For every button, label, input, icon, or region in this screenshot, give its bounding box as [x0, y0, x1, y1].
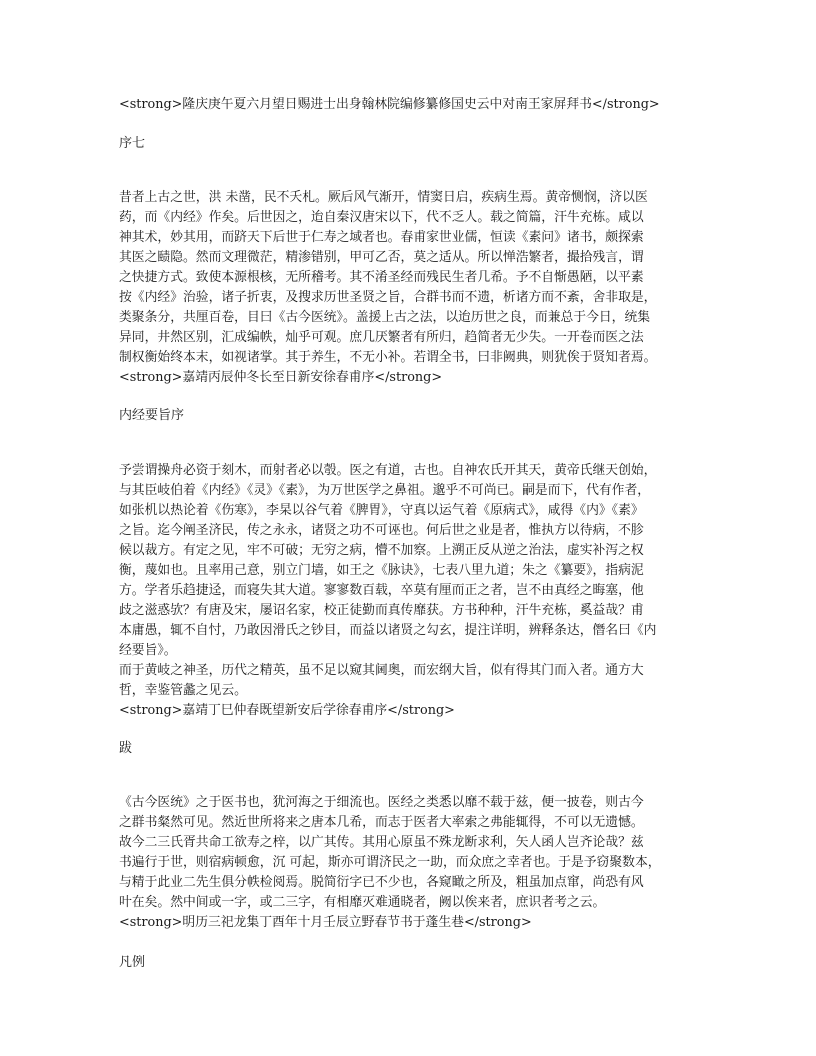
- paragraph-line: 方。学者乐趋捷迳，而寝失其大道。寥寥数百载，卒莫有厘而正之者，岂不由真经之晦塞，他: [119, 583, 644, 598]
- paragraph-line: 而于黄岐之神圣，历代之精英，虽不足以窥其阃奥，而宏纲大旨，似有得其门而入者。通方大: [119, 663, 644, 678]
- paragraph-line: 与精于此业二先生俱分帙检阅焉。脱简衍字已不少也，各窥瞰之所及，粗虽加点窜，尚恐有风: [119, 875, 644, 890]
- paragraph-line: 其医之赜隐。然而文理微茫，精渗错别，甲可乙否，莫之适从。所以惮浩繁者，撮拾残言，谓: [119, 250, 644, 265]
- section-heading-neijing-preface: 内经要旨序: [119, 408, 185, 423]
- paragraph-line: 昔者上古之世，洪 未凿，民不夭札。厥后风气渐开，情窦日启，疾病生焉。黄帝恻悯，济以医: [119, 190, 648, 205]
- signature-line: <strong>嘉靖丁巳仲春既望新安后学徐春甫序</strong>: [119, 703, 455, 718]
- paragraph-line: 《古今医统》之于医书也，犹河海之于细流也。医经之类悉以靡不载于兹，便一披卷，则古今: [119, 795, 644, 810]
- paragraph-line: 叶在矣。然中间或一字，或二三字，有相靡灭难通晓者，阙以俟来者，庶识者考之云。: [119, 895, 606, 910]
- paragraph-line: 经要旨》。: [119, 643, 177, 658]
- paragraph-line: 制权衡始终本末，如视诸掌。其于养生，不无小补。若谓全书，曰非阙典，则犹俟于贤知者焉。: [119, 350, 657, 365]
- paragraph-line: 之快捷方式。致使本源根核，无所稽考。其不淆圣经而残民生者几希。予不自惭愚陋，以平素: [119, 270, 644, 285]
- paragraph-line: 药，而《内经》作矣。后世因之，迨自秦汉唐宋以下，代不乏人。载之简篇，汗牛充栋。咸以: [119, 210, 644, 225]
- intro-signature-line: <strong>隆庆庚午夏六月望日赐进士出身翰林院编修纂修国史云中对南王家屏拜书</strong>: [119, 97, 660, 112]
- paragraph-line: 异同，井然区别，汇成编帙，灿乎可观。庶几厌繁者有所归，趋简者无少失。一开卷而医之法: [119, 330, 644, 345]
- paragraph-line: 与其臣岐伯着《内经》《灵》《素》，为万世医学之鼻祖。邈乎不可尚已。嗣是而下，代有作者，: [119, 483, 651, 498]
- paragraph-line: 如张机以热论着《伤寒》，李杲以谷气着《脾胃》，守真以运气着《原病式》，咸得《内》《素》: [119, 503, 644, 518]
- paragraph-line: 予尝谓操舟必资于刻木，而射者必以彀。医之有道，古也。自神农氏开其天，黄帝氏继天创始，: [119, 463, 657, 478]
- paragraph-line: 之群书粲然可见。然近世所将来之唐本几希，而志于医者大率索之弗能辄得，不可以无遗憾。: [119, 815, 644, 830]
- paragraph-line: 按《内经》治验，诸子折衷，及搜求历世圣贤之旨，合群书而不遗，析诸方而不紊，舍非取是，: [119, 290, 657, 305]
- section-heading-preface-seven: 序七: [119, 136, 146, 151]
- paragraph-line: 神其术，妙其用，而跻天下后世于仁寿之域者也。春甫家世业儒，恒读《素问》诸书，颇探索: [119, 230, 644, 245]
- paragraph-line: 类聚条分，共厘百卷，目曰《古今医统》。盖援上古之法，以迨历世之良，而兼总于今日，统集: [119, 310, 651, 325]
- paragraph-line: 歧之滋惑欤？有唐及宋，屡诏名家，校正徒勤而真传靡获。方书种种，汗牛充栋，奚益哉？甫: [119, 603, 644, 618]
- signature-line: <strong>明历三祀龙集丁酉年十月壬辰立野春节书于蓬生巷</strong>: [119, 915, 532, 930]
- paragraph-line: 故今二三氏胥共命工欲寿之梓，以广其传。其用心原虽不殊龙断求利，矢人函人岂齐论哉？兹: [119, 835, 644, 850]
- section-heading-general-notes: 凡例: [119, 955, 146, 970]
- paragraph-line: 衡，蔑如也。且率用己意，别立门墙，如王之《脉诀》，七表八里九道；朱之《纂要》，指病泥: [119, 563, 644, 578]
- signature-line: <strong>嘉靖丙辰仲冬长至日新安徐春甫序</strong>: [119, 370, 443, 385]
- section-heading-postscript: 跋: [119, 741, 133, 756]
- paragraph-line: 本庸愚，辄不自忖，乃敢因滑氏之钞目，而益以诸贤之勾玄，提注详明，辨释条达，僭名曰《内: [119, 623, 657, 638]
- paragraph-line: 书遍行于世，则宿病顿愈，沉 可起，斯亦可谓济民之一助，而众庶之幸者也。于是予窃聚数本，: [119, 855, 661, 870]
- paragraph-line: 哲，幸鉴管蠡之见云。: [119, 683, 247, 698]
- paragraph-line: 之旨。迄今阐圣济民，传之永永，诸贤之功不可诬也。何后世之业是者，惟执方以待病，不胗: [119, 523, 644, 538]
- paragraph-line: 候以裁方。有定之见，牢不可破；无穷之病，懵不加察。上溯正反从逆之治法，虚实补泻之权: [119, 543, 644, 558]
